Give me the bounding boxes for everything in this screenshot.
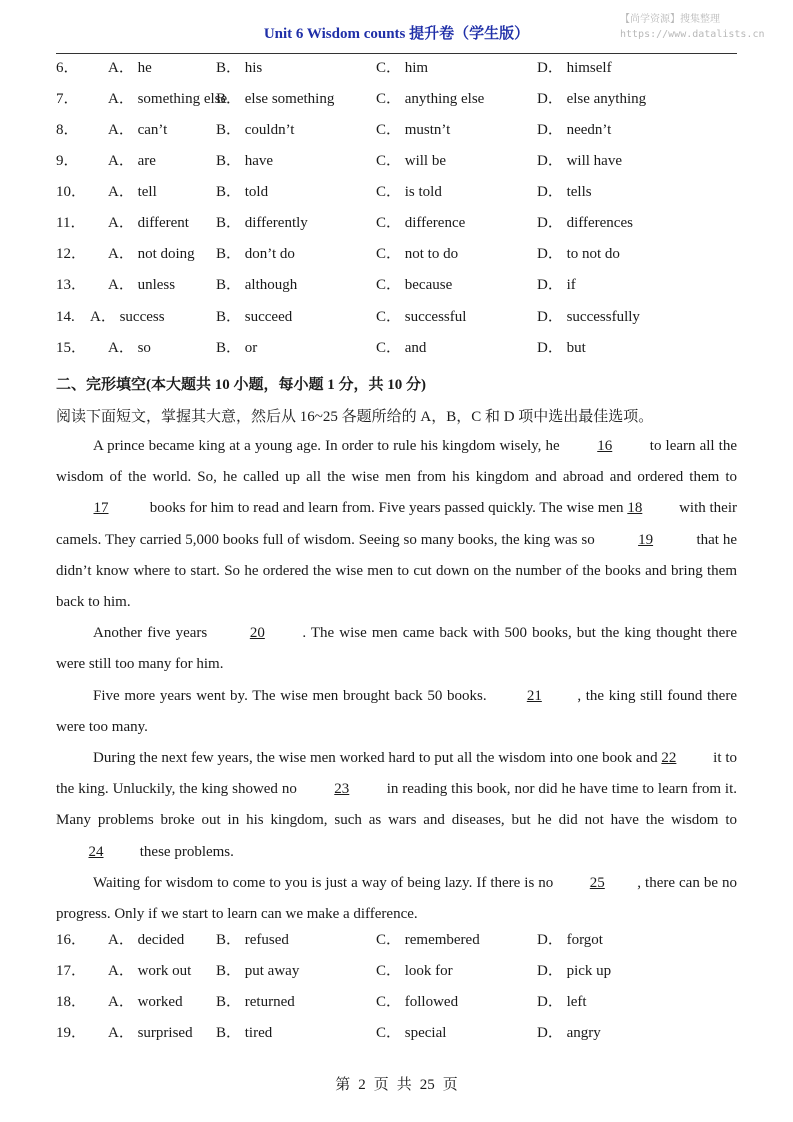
option-c: C． look for [376, 963, 453, 979]
cloze-passage [56, 431, 737, 930]
option-c: C． mustn’t [376, 122, 451, 138]
passage-paragraph: A prince became king at a young age. In order to rule his kingdom wisely, he 16 to learn all the wisdom of the world. So, he called up all the wise men from his kingdom and abroad and ordered them to 17 books for him to read and learn from. Five years passed quickly. The wise men 18 with their camels. They carried 5,000 books full of wisdom. Seeing so many books, the king was so 19 that he didn’t know where to start. So he ordered the wise men to cut down on the number of the books and bring them back to him. [56, 431, 737, 618]
blank-25: 25 [589, 874, 605, 891]
option-d: D． himself [537, 60, 612, 76]
question-number: 14. [56, 309, 75, 325]
option-a: A． so [108, 340, 151, 356]
question-number: 9． [56, 153, 79, 169]
question-number: 18． [56, 994, 87, 1010]
blank-24: 24 [88, 843, 104, 860]
watermark-source: 【尚学资源】搜集整理 [620, 14, 720, 25]
option-a: A． are [108, 153, 156, 169]
option-a: A． decided [108, 932, 185, 948]
option-d: D． successfully [537, 309, 640, 325]
question-number: 17． [56, 963, 87, 979]
watermark [620, 12, 790, 42]
question-number: 19． [56, 1025, 87, 1041]
option-c: C． will be [376, 153, 446, 169]
option-b: B． returned [216, 994, 295, 1010]
blank-18: 18 [627, 500, 643, 517]
passage-paragraph: Five more years went by. The wise men brought back 50 books. 21 , the king still found there were too many. [56, 681, 737, 743]
question-row [56, 337, 746, 359]
option-c: C． successful [376, 309, 467, 325]
option-a: A． different [108, 215, 189, 231]
question-number: 8． [56, 122, 79, 138]
option-d: D． if [537, 277, 576, 293]
option-b: B． told [216, 184, 269, 200]
passage-paragraph: During the next few years, the wise men worked hard to put all the wisdom into one book and 22 it to the king. Unluckily, the king showed no 23 in reading this book, nor did he have time to learn from it. Many problems broke out in his kingdom, such as wars and diseases, but he did not have the wisdom to 24 these problems. [56, 743, 737, 868]
option-c: C． remembered [376, 932, 480, 948]
option-c: C． followed [376, 994, 459, 1010]
watermark-url: https://www.datalists.cn [620, 29, 765, 40]
question-row [56, 1022, 746, 1044]
blank-17: 17 [93, 500, 109, 517]
option-a: A． tell [108, 184, 157, 200]
question-number: 6． [56, 60, 79, 76]
option-a: A． not doing [108, 246, 195, 262]
document-title: Unit 6 Wisdom counts 提升卷（学生版） [263, 26, 530, 42]
option-c: C． and [376, 340, 427, 356]
question-row [56, 181, 746, 203]
option-d: D． differences [537, 215, 633, 231]
page-number: 2 [358, 1077, 366, 1093]
question-row [56, 243, 746, 265]
option-a: A． he [108, 60, 152, 76]
page-footer: 第 2 页 共 25 页 [335, 1077, 458, 1093]
question-row [56, 929, 746, 951]
section-instruction: 阅读下面短文，掌握其大意，然后从 16~25 各题所给的 A，B，C 和 D 项中选出最佳选项。 [56, 409, 654, 425]
option-d: D． will have [537, 153, 622, 169]
option-a: A． something else [108, 91, 228, 107]
option-a: A． work out [108, 963, 192, 979]
question-row [56, 57, 746, 79]
question-row [56, 88, 746, 110]
option-d: D． else anything [537, 91, 647, 107]
option-b: B． although [216, 277, 298, 293]
option-a: A． success [90, 309, 165, 325]
option-b: B． couldn’t [216, 122, 295, 138]
option-d: D． to not do [537, 246, 620, 262]
option-a: A． surprised [108, 1025, 193, 1041]
option-b: B． have [216, 153, 274, 169]
question-row [56, 306, 746, 328]
question-number: 13． [56, 277, 87, 293]
blank-16: 16 [597, 438, 613, 454]
option-c: C． him [376, 60, 429, 76]
question-number: 10． [56, 184, 87, 200]
option-d: D． but [537, 340, 586, 356]
option-c: C． difference [376, 215, 466, 231]
question-row [56, 991, 746, 1013]
blank-21: 21 [526, 687, 542, 704]
option-a: A． unless [108, 277, 176, 293]
option-b: B． put away [216, 963, 300, 979]
blank-20: 20 [249, 625, 265, 642]
section-heading: 二、完形填空(本大题共 10 小题，每小题 1 分，共 10 分) [56, 377, 426, 393]
option-b: B． else something [216, 91, 335, 107]
option-c: C． special [376, 1025, 447, 1041]
option-a: A． can’t [108, 122, 168, 138]
passage-paragraph: Waiting for wisdom to come to you is just a way of being lazy. If there is no 25 , there can be no progress. Only if we start to learn can we make a difference. [56, 868, 737, 930]
question-number: 16． [56, 932, 87, 948]
option-b: B． tired [216, 1025, 273, 1041]
option-c: C． anything else [376, 91, 485, 107]
option-b: B． differently [216, 215, 308, 231]
option-d: D． forgot [537, 932, 603, 948]
option-c: C． because [376, 277, 453, 293]
option-b: B． refused [216, 932, 289, 948]
question-row [56, 274, 746, 296]
question-number: 7． [56, 91, 79, 107]
question-row [56, 212, 746, 234]
page-total: 25 [419, 1077, 435, 1093]
passage-paragraph: Another five years 20 . The wise men came back with 500 books, but the king thought there were still too many for him. [56, 618, 737, 680]
option-b: B． his [216, 60, 263, 76]
question-number: 11． [56, 215, 86, 231]
option-b: B． don’t do [216, 246, 295, 262]
option-c: C． not to do [376, 246, 459, 262]
option-d: D． left [537, 994, 587, 1010]
header-divider [56, 53, 737, 54]
blank-19: 19 [638, 531, 654, 548]
option-b: B． succeed [216, 309, 293, 325]
question-row [56, 960, 746, 982]
option-d: D． needn’t [537, 122, 612, 138]
option-d: D． angry [537, 1025, 601, 1041]
question-number: 12． [56, 246, 87, 262]
option-d: D． tells [537, 184, 592, 200]
option-a: A． worked [108, 994, 183, 1010]
blank-23: 23 [334, 781, 350, 798]
option-c: C． is told [376, 184, 442, 200]
question-row [56, 119, 746, 141]
option-b: B． or [216, 340, 258, 356]
option-d: D． pick up [537, 963, 612, 979]
question-number: 15． [56, 340, 87, 356]
question-row [56, 150, 746, 172]
blank-22: 22 [661, 750, 677, 767]
